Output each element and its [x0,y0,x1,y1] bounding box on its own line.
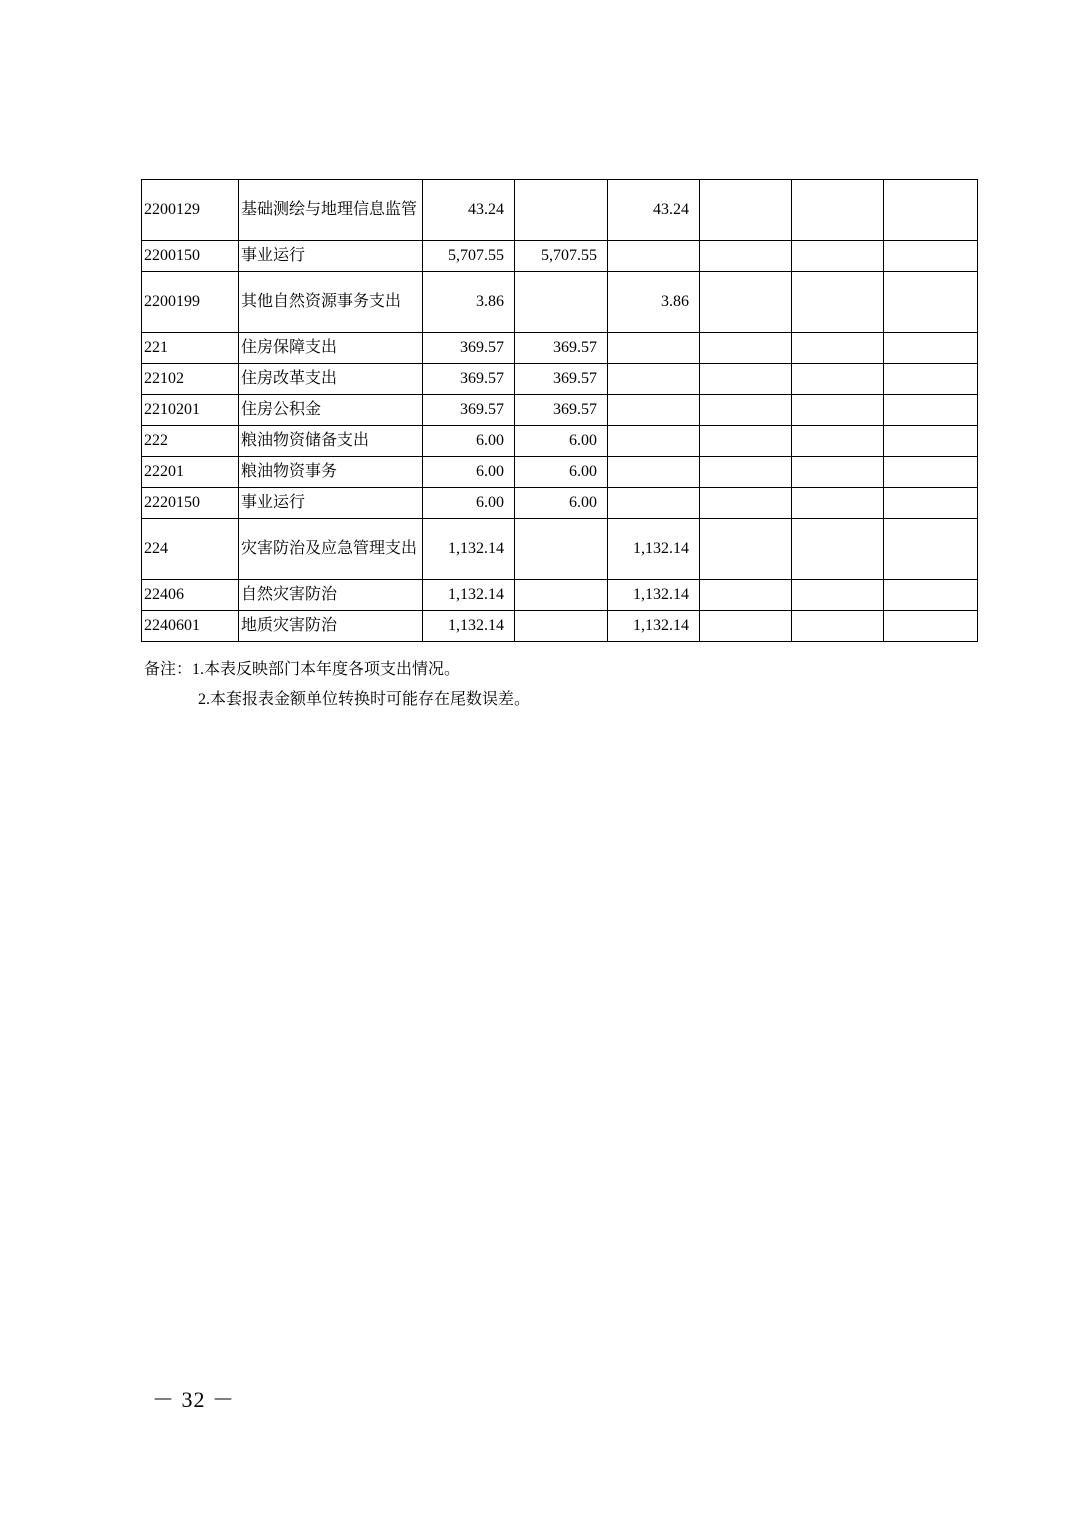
cell-code: 22201 [142,457,239,488]
cell-col-8 [884,180,978,241]
cell-col-6 [700,488,792,519]
cell-basic: 369.57 [515,333,608,364]
cell-project [608,426,700,457]
cell-project: 1,132.14 [608,519,700,580]
cell-total: 3.86 [423,272,515,333]
cell-col-6 [700,395,792,426]
cell-col-8 [884,457,978,488]
cell-code: 221 [142,333,239,364]
table-row [142,395,978,426]
cell-col-7 [792,241,884,272]
cell-code: 2200129 [142,180,239,241]
cell-code: 2210201 [142,395,239,426]
cell-col-6 [700,272,792,333]
cell-col-8 [884,488,978,519]
cell-name: 粮油物资储备支出 [239,426,423,457]
cell-name: 住房保障支出 [239,333,423,364]
cell-name: 自然灾害防治 [239,580,423,611]
cell-col-6 [700,241,792,272]
cell-total: 369.57 [423,395,515,426]
cell-total: 6.00 [423,426,515,457]
cell-col-7 [792,395,884,426]
cell-col-7 [792,519,884,580]
cell-project [608,488,700,519]
cell-total: 6.00 [423,457,515,488]
cell-name: 灾害防治及应急管理支出 [239,519,423,580]
cell-code: 222 [142,426,239,457]
cell-basic [515,611,608,642]
cell-name: 事业运行 [239,488,423,519]
cell-col-8 [884,364,978,395]
cell-col-7 [792,457,884,488]
cell-name: 事业运行 [239,241,423,272]
page-number: － 32 － [152,1387,236,1412]
note-line-2: 2.本套报表金额单位转换时可能存在尾数误差。 [198,691,531,708]
cell-col-6 [700,426,792,457]
cell-col-7 [792,272,884,333]
table-row [142,333,978,364]
table-row [142,580,978,611]
cell-col-8 [884,580,978,611]
expense-table [141,179,978,642]
cell-total: 369.57 [423,333,515,364]
cell-col-7 [792,364,884,395]
cell-basic [515,180,608,241]
cell-col-8 [884,611,978,642]
cell-name: 基础测绘与地理信息监管 [239,180,423,241]
cell-basic: 6.00 [515,488,608,519]
cell-col-7 [792,580,884,611]
table-row [142,519,978,580]
cell-total: 5,707.55 [423,241,515,272]
table-row [142,364,978,395]
cell-col-6 [700,333,792,364]
cell-code: 2240601 [142,611,239,642]
cell-col-7 [792,488,884,519]
cell-name: 其他自然资源事务支出 [239,272,423,333]
cell-col-7 [792,333,884,364]
cell-basic [515,519,608,580]
cell-col-6 [700,519,792,580]
notes [144,655,530,715]
table-row [142,241,978,272]
cell-name: 地质灾害防治 [239,611,423,642]
cell-project: 1,132.14 [608,611,700,642]
cell-basic [515,272,608,333]
cell-basic [515,580,608,611]
table-row [142,272,978,333]
cell-project: 1,132.14 [608,580,700,611]
cell-project: 43.24 [608,180,700,241]
cell-col-7 [792,611,884,642]
cell-code: 2200199 [142,272,239,333]
cell-basic: 369.57 [515,364,608,395]
cell-basic: 5,707.55 [515,241,608,272]
note-line-1: 备注：1.本表反映部门本年度各项支出情况。 [144,661,461,678]
cell-col-8 [884,333,978,364]
table-row [142,611,978,642]
cell-project [608,333,700,364]
cell-col-6 [700,180,792,241]
cell-total: 369.57 [423,364,515,395]
cell-total: 1,132.14 [423,519,515,580]
cell-basic: 6.00 [515,457,608,488]
cell-project [608,457,700,488]
cell-col-6 [700,364,792,395]
table-row [142,457,978,488]
cell-name: 住房改革支出 [239,364,423,395]
cell-code: 2200150 [142,241,239,272]
cell-col-6 [700,580,792,611]
cell-total: 1,132.14 [423,580,515,611]
cell-total: 1,132.14 [423,611,515,642]
cell-name: 住房公积金 [239,395,423,426]
cell-project [608,241,700,272]
cell-col-8 [884,272,978,333]
cell-col-6 [700,611,792,642]
table-row [142,180,978,241]
cell-code: 224 [142,519,239,580]
cell-project: 3.86 [608,272,700,333]
cell-project [608,364,700,395]
cell-name: 粮油物资事务 [239,457,423,488]
table-row [142,426,978,457]
table-body [142,180,978,642]
cell-col-6 [700,457,792,488]
cell-code: 22102 [142,364,239,395]
cell-total: 43.24 [423,180,515,241]
cell-code: 2220150 [142,488,239,519]
cell-col-8 [884,426,978,457]
cell-col-8 [884,395,978,426]
cell-col-8 [884,519,978,580]
cell-col-7 [792,180,884,241]
cell-col-8 [884,241,978,272]
cell-total: 6.00 [423,488,515,519]
cell-project [608,395,700,426]
table-row [142,488,978,519]
cell-basic: 369.57 [515,395,608,426]
cell-basic: 6.00 [515,426,608,457]
cell-code: 22406 [142,580,239,611]
cell-col-7 [792,426,884,457]
